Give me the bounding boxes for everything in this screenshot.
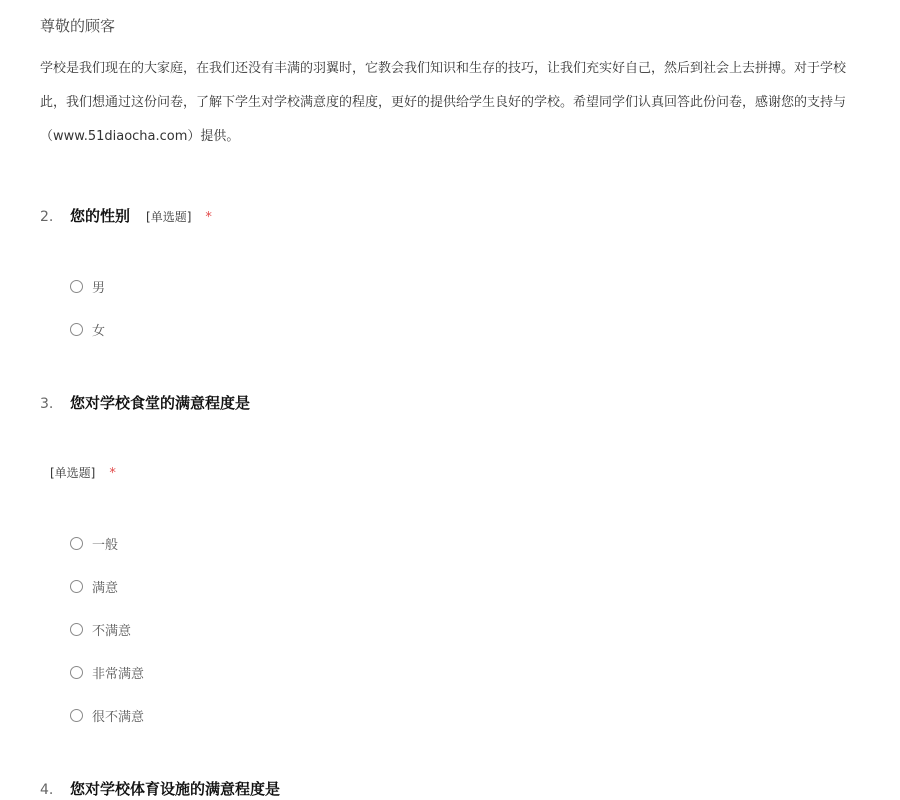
option-label: 男 (92, 281, 106, 296)
question-title: 您的性别 (70, 207, 131, 225)
radio-button[interactable] (70, 623, 83, 636)
option-label: 女 (92, 324, 106, 339)
question-title: 您对学校体育设施的满意程度是 (70, 780, 281, 798)
option-very-dissatisfied[interactable] (70, 706, 144, 725)
radio-button[interactable] (70, 580, 83, 593)
question-number: 3. (40, 396, 54, 412)
option-label: 非常满意 (92, 667, 145, 682)
option-label: 一般 (92, 538, 119, 553)
question-title: 您对学校食堂的满意程度是 (70, 394, 251, 412)
option-label: 很不满意 (92, 710, 145, 725)
intro-text-line: （www.51diaocha.com）提供。 (40, 129, 240, 144)
question-type-label: [单选题] (50, 466, 96, 480)
option-label: 满意 (92, 581, 119, 596)
question-3-header (40, 392, 250, 413)
question-type-label: [单选题] (146, 210, 192, 224)
radio-button[interactable] (70, 537, 83, 550)
intro-text-line: 学校是我们现在的大家庭，在我们还没有丰满的羽翼时，它教会我们知识和生存的技巧，让我们充实好自己，然后到社会上去拼搏。对于学校 (40, 61, 847, 76)
question-2-header (40, 205, 212, 226)
radio-button[interactable] (70, 666, 83, 679)
radio-button[interactable] (70, 323, 83, 336)
intro-text-line: 此，我们想通过这份问卷，了解下学生对学校满意度的程度，更好的提供给学生良好的学校。希望同学们认真回答此份问卷，感谢您的支持与 (40, 95, 847, 110)
required-marker: * (205, 210, 212, 225)
option-male[interactable] (70, 277, 105, 296)
question-3-type-line (50, 464, 116, 481)
question-number: 2. (40, 209, 54, 225)
option-dissatisfied[interactable] (70, 620, 131, 639)
option-very-satisfied[interactable] (70, 663, 144, 682)
radio-button[interactable] (70, 280, 83, 293)
option-satisfied[interactable] (70, 577, 118, 596)
radio-button[interactable] (70, 709, 83, 722)
option-female[interactable] (70, 320, 105, 339)
required-marker: * (109, 466, 116, 481)
question-4-header (40, 778, 280, 799)
question-number: 4. (40, 782, 54, 798)
greeting-text: 尊敬的顾客 (40, 17, 116, 35)
option-label: 不满意 (92, 624, 132, 639)
option-average[interactable] (70, 534, 118, 553)
